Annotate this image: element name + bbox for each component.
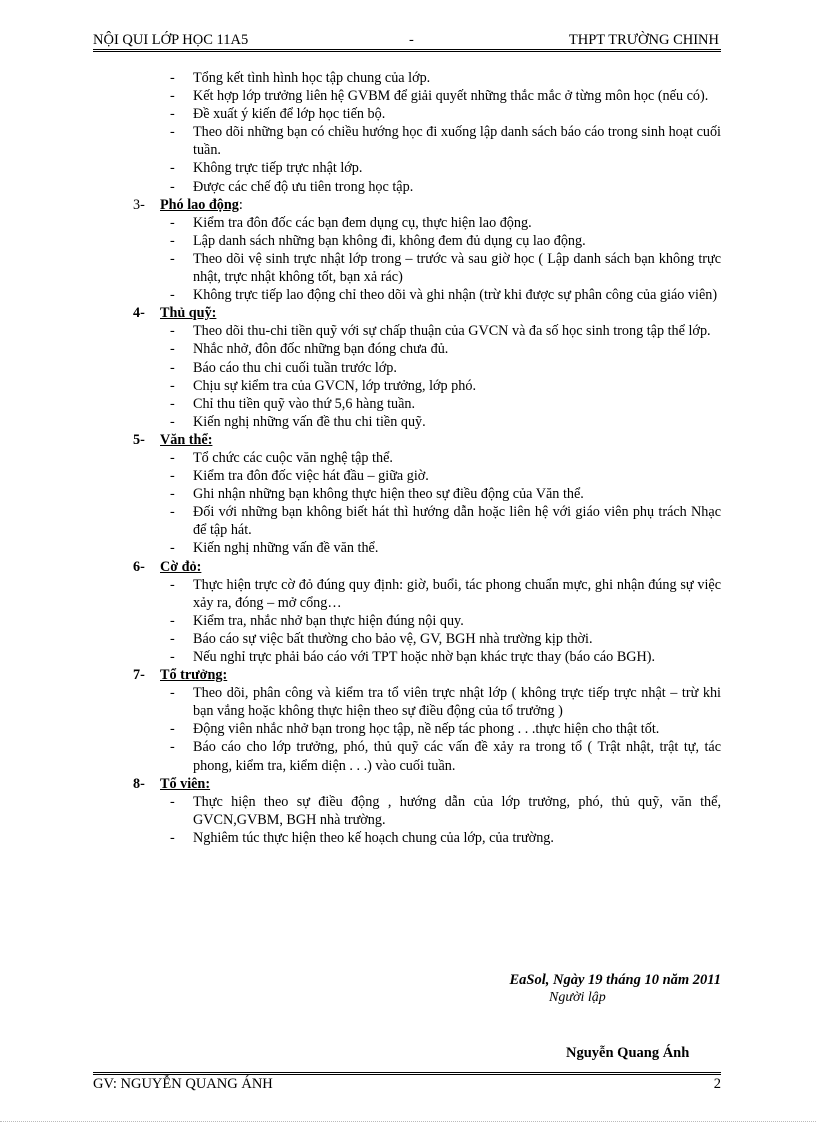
dash-bullet: -	[170, 359, 175, 376]
header-separator: -	[409, 32, 414, 48]
list-item	[133, 503, 721, 539]
dash-bullet: -	[170, 88, 175, 105]
section-number: 4-	[133, 305, 145, 322]
section-list	[133, 196, 721, 847]
section-title-text: Cờ đỏ:	[160, 558, 202, 575]
list-item	[133, 467, 721, 485]
list-item	[133, 449, 721, 467]
section-title	[160, 666, 227, 684]
list-item	[133, 69, 721, 87]
signature-role: Người lập	[549, 990, 606, 1005]
list-item	[133, 648, 721, 666]
list-item	[133, 178, 721, 196]
list-item	[133, 684, 721, 720]
header-doc-title: NỘI QUI LỚP HỌC 11A5	[93, 32, 249, 48]
section-title-text: Tổ trưởng:	[160, 667, 228, 684]
list-item-text: Kiểm tra, nhắc nhở bạn thực hiện đúng nội quy.	[193, 612, 464, 629]
list-item-text: Ghi nhận những bạn không thực hiện theo sự điều động của Văn thể.	[193, 486, 584, 503]
list-item-text: Không trực tiếp lao động chỉ theo dõi và ghi nhận (trừ khi được sự phân công của giáo viên)	[193, 287, 718, 304]
dash-bullet: -	[170, 649, 175, 665]
list-item-text: Theo dõi thu-chi tiền quỹ với sự chấp thuận của GVCN và đa số học sinh trong tập thể lớp.	[193, 323, 711, 340]
list-item	[133, 322, 721, 340]
list-item-text: Không trực tiếp trực nhật lớp.	[193, 160, 363, 177]
list-item	[133, 232, 721, 250]
list-item-text: Được các chế độ ưu tiên trong học tập.	[193, 178, 414, 195]
dash-bullet: -	[170, 341, 175, 358]
section-title	[160, 304, 216, 322]
dash-bullet: -	[170, 377, 175, 394]
section-number: 3-	[133, 196, 145, 213]
list-item-text: Kiến nghị những vấn đề thu chi tiền quỹ.	[193, 413, 426, 430]
page-bottom-border	[0, 1121, 816, 1122]
dash-bullet: -	[170, 413, 175, 430]
section-heading	[133, 775, 721, 793]
section-title	[160, 775, 210, 793]
list-item-text: Báo cáo sự việc bất thường cho bảo vệ, GV, BGH nhà trường kịp thời.	[193, 630, 593, 647]
dash-bullet: -	[170, 612, 175, 629]
list-item	[133, 377, 721, 395]
dash-bullet: -	[170, 829, 175, 846]
dash-bullet: -	[170, 540, 175, 557]
continued-item-list	[133, 69, 721, 196]
list-item	[133, 159, 721, 177]
list-item-text: Kiến nghị những vấn đề văn thể.	[193, 540, 379, 557]
list-item-text: Kết hợp lớp trưởng liên hệ GVBM để giải quyết những thắc mắc ở từng môn học (nếu có).	[193, 88, 709, 105]
signature-name: Nguyễn Quang Ánh	[566, 1045, 690, 1061]
list-item-text: Kiểm tra đôn đốc các bạn đem dụng cụ, thực hiện lao động.	[193, 214, 532, 231]
list-item	[133, 286, 721, 304]
list-item	[133, 485, 721, 503]
list-item-text: Theo dõi vệ sinh trực nhật lớp trong – trước và sau giờ học ( Lập danh sách bạn không trực nhật, trực nhật không tốt, bạn xả rác)	[193, 250, 721, 286]
footer-rule-secondary	[93, 1074, 721, 1075]
list-item-text: Lập danh sách những bạn không đi, không đem đủ dụng cụ lao động.	[193, 232, 586, 249]
dash-bullet: -	[170, 214, 175, 231]
list-item-text: Nghiêm túc thực hiện theo kế hoạch chung của lớp, của trường.	[193, 829, 554, 846]
section-heading	[133, 431, 721, 449]
list-item	[133, 395, 721, 413]
list-item-text: Nếu nghỉ trực phải báo cáo với TPT hoặc nhờ bạn khác trực thay (báo cáo BGH).	[193, 649, 656, 665]
list-item-text: Báo cáo cho lớp trưởng, phó, thủ quỹ các vấn đề xảy ra trong tổ ( Trật nhật, trật tự, tác phong, kiểm tra, kiểm diện . . .) vào cuối tuần.	[193, 739, 721, 774]
section-number: 8-	[133, 775, 145, 792]
list-item-text: Theo dõi, phân công và kiểm tra tổ viên trực nhật lớp ( không trực tiếp trực nhật – trừ khi bạn vắng hoặc không thực hiện theo sự điều động của tổ trưởng )	[193, 685, 721, 720]
dash-bullet: -	[170, 250, 175, 267]
list-item	[133, 87, 721, 105]
signature-place-date: EaSol, Ngày 19 tháng 10 năm 2011	[509, 972, 721, 988]
list-item-text: Chỉ thu tiền quỹ vào thứ 5,6 hàng tuần.	[193, 395, 416, 412]
section-title-text: Tổ viên:	[160, 775, 211, 792]
list-item-text: Động viên nhắc nhở bạn trong học tập, nề nếp tác phong . . .thực hiện cho thật tốt.	[193, 721, 660, 738]
list-item	[133, 413, 721, 431]
section-heading	[133, 304, 721, 322]
dash-bullet: -	[170, 124, 175, 141]
list-item	[133, 829, 721, 847]
list-item-text: Đề xuất ý kiến để lớp học tiến bộ.	[193, 106, 386, 123]
dash-bullet: -	[170, 178, 175, 195]
dash-bullet: -	[170, 793, 175, 810]
list-item-text: Kiểm tra đôn đốc việc hát đầu – giữa giờ.	[193, 468, 429, 485]
list-item	[133, 612, 721, 630]
list-item	[133, 214, 721, 232]
section-number: 6-	[133, 558, 145, 575]
header-rule	[93, 49, 721, 50]
list-item-text: Theo dõi những bạn có chiều hướng học đi xuống lập danh sách báo cáo trong sinh hoạt cuối tuần.	[193, 124, 721, 159]
header-rule-secondary	[93, 51, 721, 52]
section-heading	[133, 666, 721, 684]
list-item	[133, 250, 721, 286]
list-item-text: Tổ chức các cuộc văn nghệ tập thể.	[193, 449, 393, 466]
list-item-text: Thực hiện trực cờ đỏ đúng quy định: giờ, buổi, tác phong chuẩn mực, ghi nhận đúng sự việc xảy ra, đóng – mở cổng…	[193, 576, 721, 611]
dash-bullet: -	[170, 395, 175, 412]
section-heading	[133, 558, 721, 576]
dash-bullet: -	[170, 739, 175, 756]
section-title	[160, 431, 212, 449]
dash-bullet: -	[170, 323, 175, 340]
dash-bullet: -	[170, 160, 175, 177]
section-title-text: Văn thể:	[160, 431, 213, 448]
dash-bullet: -	[170, 504, 175, 521]
list-item-text: Chịu sự kiểm tra của GVCN, lớp trưởng, lớp phó.	[193, 377, 476, 394]
list-item-text: Báo cáo thu chi cuối tuần trước lớp.	[193, 359, 397, 376]
list-item	[133, 105, 721, 123]
dash-bullet: -	[170, 486, 175, 503]
list-item	[133, 576, 721, 612]
section-number: 7-	[133, 667, 145, 684]
list-item-text: Nhắc nhở, đôn đốc những bạn đóng chưa đủ.	[193, 341, 449, 358]
list-item	[133, 539, 721, 557]
footer-rule	[93, 1072, 721, 1073]
dash-bullet: -	[170, 630, 175, 647]
dash-bullet: -	[170, 685, 175, 702]
list-item	[133, 359, 721, 377]
dash-bullet: -	[170, 106, 175, 123]
section-number: 5-	[133, 431, 145, 448]
list-item	[133, 793, 721, 829]
section-title-text: Thủ quỹ:	[160, 305, 217, 322]
dash-bullet: -	[170, 468, 175, 485]
list-item	[133, 738, 721, 774]
document-body	[133, 69, 721, 847]
dash-bullet: -	[170, 576, 175, 593]
section-heading	[133, 196, 721, 214]
dash-bullet: -	[170, 232, 175, 249]
dash-bullet: -	[170, 70, 175, 86]
page-number: 2	[713, 1076, 721, 1092]
dash-bullet: -	[170, 721, 175, 738]
list-item	[133, 123, 721, 159]
dash-bullet: -	[170, 287, 175, 304]
page-header	[93, 31, 721, 49]
header-school-name: THPT TRƯỜNG CHINH	[568, 32, 719, 48]
section-title-text: Phó lao động	[160, 196, 239, 213]
section-title-suffix: :	[238, 196, 243, 213]
list-item	[133, 630, 721, 648]
list-item-text: Đối với những bạn không biết hát thì hướng dẫn hoặc liên hệ với giáo viên phụ trách Nhạc để tập hát.	[193, 504, 721, 539]
list-item	[133, 340, 721, 358]
list-item-text: Thực hiện theo sự điều động , hướng dẫn của lớp trưởng, phó, thủ quỹ, văn thể, GVCN,GVBM, BGH nhà trường.	[193, 793, 721, 828]
section-title	[160, 558, 201, 576]
section-title	[160, 196, 243, 214]
page-footer	[93, 1076, 721, 1096]
list-item-text: Tổng kết tình hình học tập chung của lớp.	[193, 70, 431, 86]
list-item	[133, 720, 721, 738]
footer-author: GV: NGUYỄN QUANG ÁNH	[93, 1076, 273, 1092]
dash-bullet: -	[170, 449, 175, 466]
